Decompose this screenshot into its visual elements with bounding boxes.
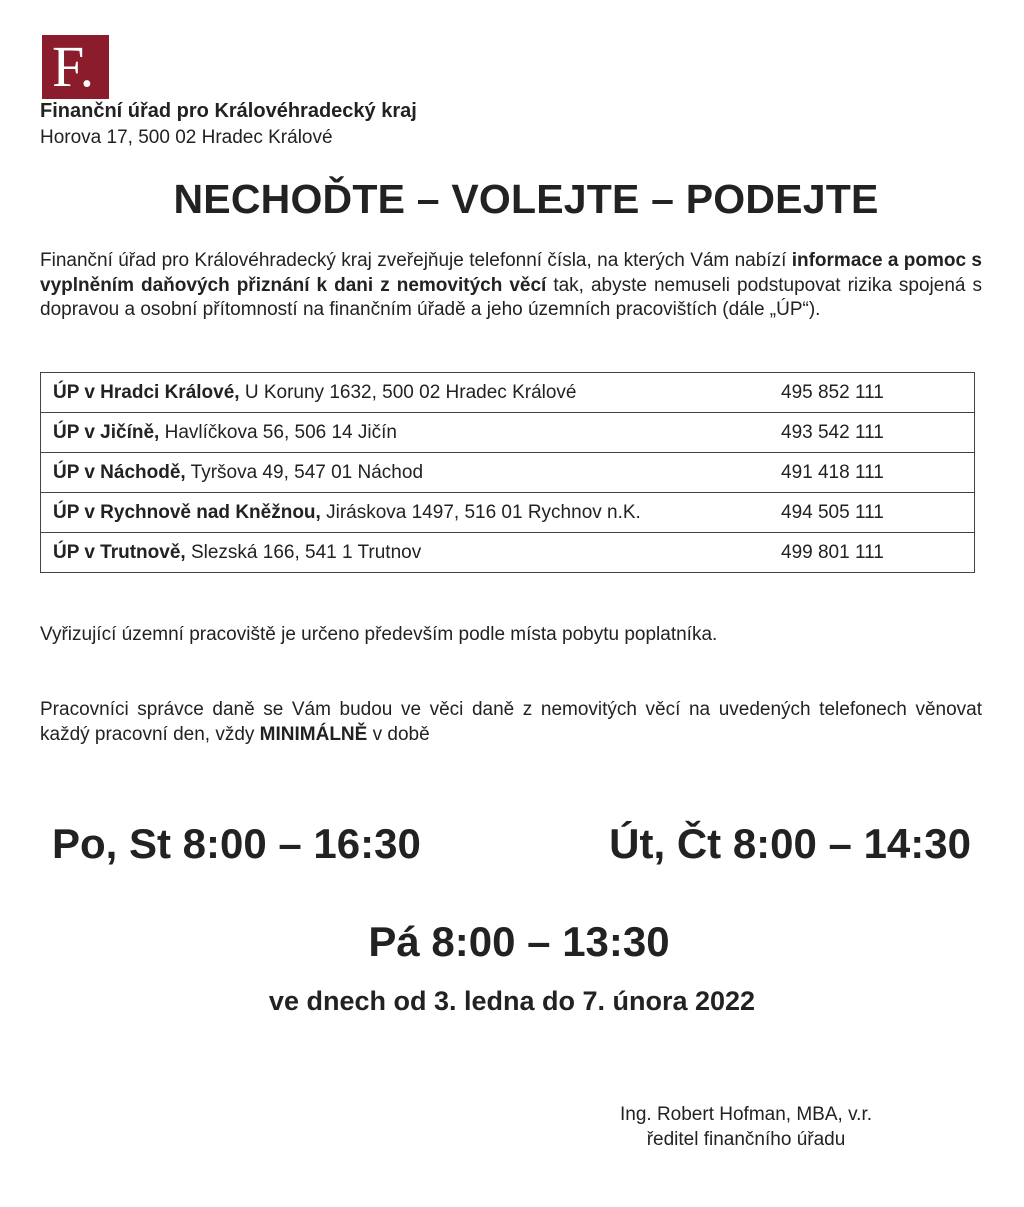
- page-title: NECHOĎTE – VOLEJTE – PODEJTE: [173, 176, 879, 222]
- intro-text-bold: informace a pomoc s vyplněním daňových přiznání k dani z nemovitých věcí: [40, 250, 982, 296]
- offices-table: [40, 372, 975, 573]
- office-name-cell: ÚP v Náchodě,: [53, 461, 186, 483]
- office-cell: [41, 453, 772, 493]
- intro-text-1: Finanční úřad pro Královéhradecký kraj zveřejňuje telefonní čísla, na kterých Vám nabízí: [40, 250, 792, 271]
- signature-name: Ing. Robert Hofman, MBA, v.r.: [619, 1104, 873, 1125]
- signature-title: ředitel finančního úřadu: [646, 1129, 846, 1150]
- office-name-cell: ÚP v Trutnově,: [53, 541, 186, 563]
- office-cell: [41, 493, 772, 533]
- office-name: Finanční úřad pro Královéhradecký kraj: [40, 100, 417, 122]
- table-row: [41, 453, 975, 493]
- intro-text-2: tak, abyste nemuseli podstupovat rizika spojená s dopravou a osobní přítomností na finančním úřadě a jeho územních pracovištích (dále „ÚP“).: [40, 274, 982, 320]
- office-address-cell: Tyršova 49, 547 01 Náchod: [185, 461, 424, 483]
- office-name-cell: ÚP v Jičíně,: [53, 421, 160, 443]
- office-phone: 499 801 111: [771, 533, 975, 573]
- office-address-cell: Havlíčkova 56, 506 14 Jičín: [159, 421, 397, 443]
- table-row: [41, 413, 975, 453]
- hours-tue-thu: Út, Čt 8:00 – 14:30: [609, 820, 971, 867]
- office-address: Horova 17, 500 02 Hradec Králové: [40, 127, 333, 148]
- hours-intro-text-1: Pracovníci správce daně se Vám budou ve věci daně z nemovitých věcí na uvedených telefonech věnovat každý pracovní den, vždy: [40, 699, 982, 745]
- table-row: [41, 373, 975, 413]
- office-name-cell: ÚP v Rychnově nad Kněžnou,: [53, 501, 321, 523]
- office-cell: [41, 373, 772, 413]
- office-phone: 495 852 111: [771, 373, 975, 413]
- office-logo: F.: [42, 35, 109, 99]
- residence-note: Vyřizující územní pracoviště je určeno především podle místa pobytu poplatníka.: [40, 624, 718, 645]
- office-cell: [41, 533, 772, 573]
- office-address-cell: Slezská 166, 541 1 Trutnov: [185, 541, 422, 563]
- intro-paragraph: [40, 249, 982, 323]
- table-row: [41, 533, 975, 573]
- office-cell: [41, 413, 772, 453]
- date-period: ve dnech od 3. ledna do 7. února 2022: [268, 986, 756, 1016]
- office-phone: 493 542 111: [771, 413, 975, 453]
- office-address-cell: Jiráskova 1497, 516 01 Rychnov n.K.: [320, 501, 641, 523]
- hours-intro: [40, 698, 982, 747]
- office-phone: 494 505 111: [771, 493, 975, 533]
- hours-intro-bold: MINIMÁLNĚ: [259, 723, 368, 745]
- hours-fri: Pá 8:00 – 13:30: [368, 918, 670, 965]
- hours-mon-wed: Po, St 8:00 – 16:30: [52, 820, 421, 867]
- table-row: [41, 493, 975, 533]
- hours-intro-text-2: v době: [367, 723, 430, 745]
- office-address-cell: U Koruny 1632, 500 02 Hradec Králové: [239, 381, 577, 403]
- office-name-cell: ÚP v Hradci Králové,: [53, 381, 240, 403]
- office-phone: 491 418 111: [771, 453, 975, 493]
